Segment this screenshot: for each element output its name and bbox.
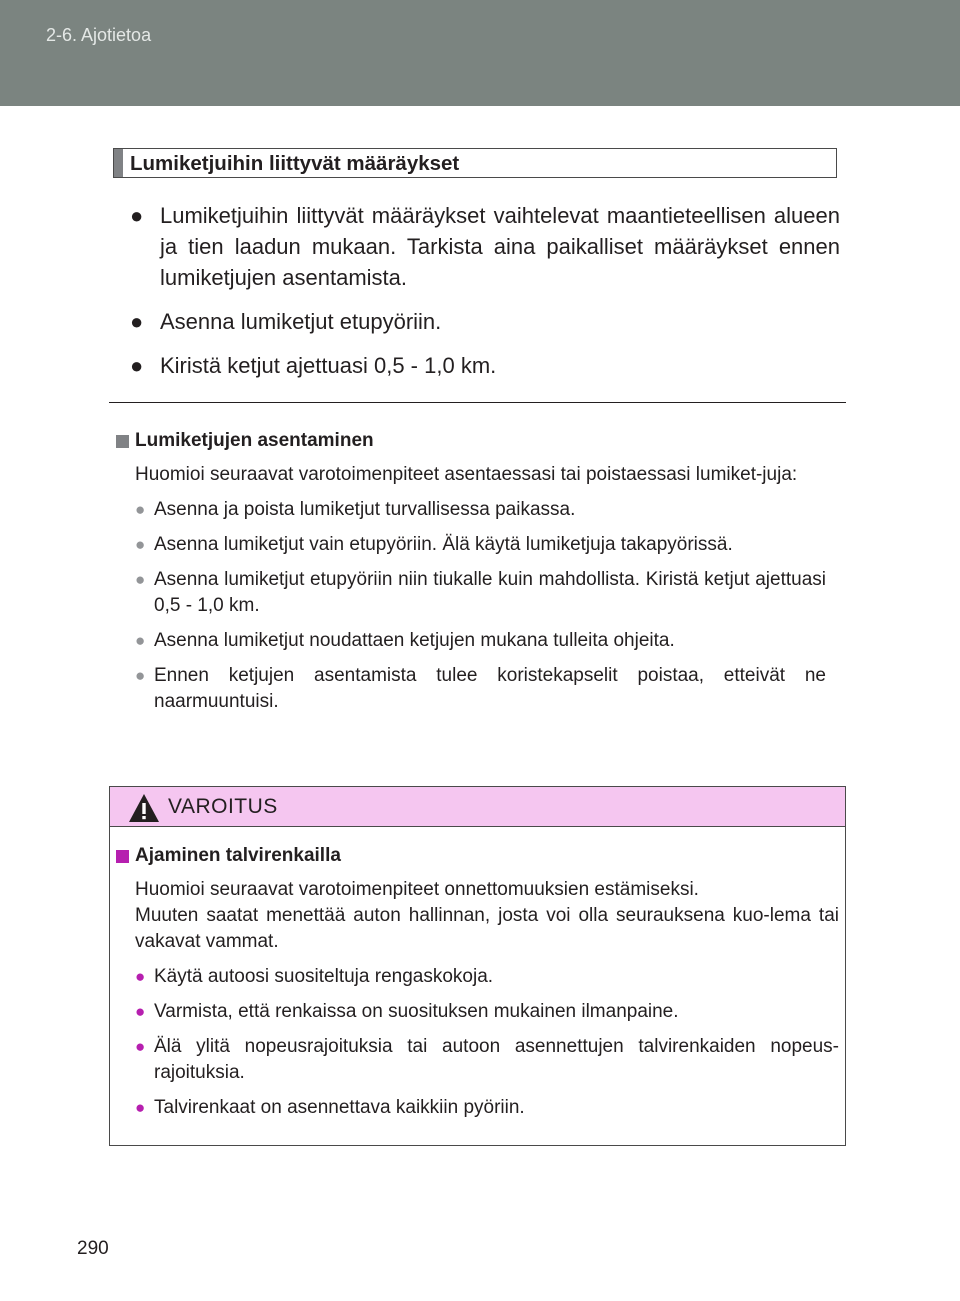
warning-triangle-icon: [128, 793, 160, 823]
warning-heading: Ajaminen talvirenkailla: [116, 843, 839, 869]
round-bullet-icon: ●: [135, 535, 146, 554]
warning-header: [110, 787, 845, 827]
round-bullet-icon: ●: [130, 309, 144, 334]
round-bullet-icon: ●: [135, 1002, 146, 1021]
page-header: [0, 0, 960, 106]
list-item: ● Varmista, että renkaissa on suosituksen mukainen ilmanpaine.: [135, 999, 839, 1025]
warning-intro: Huomioi seuraavat varotoimenpiteet onnettomuuksien estämiseksi. Muuten saatat menettää auton hallinnan, josta voi olla seurauksena kuo-lema tai vakavat vammat.: [135, 879, 839, 952]
square-marker-icon: [116, 850, 129, 863]
list-item: ● Asenna lumiketjut vain etupyöriin. Älä käytä lumiketjuja takapyörissä.: [135, 532, 826, 558]
installing-intro: Huomioi seuraavat varotoimenpiteet asentaessasi tai poistaessasi lumiket-juja:: [135, 464, 798, 485]
list-item: ● Talvirenkaat on asennettava kaikkiin pyöriin.: [135, 1095, 839, 1121]
round-bullet-icon: ●: [135, 1037, 146, 1056]
round-bullet-icon: ●: [135, 967, 146, 986]
warning-body: [116, 843, 839, 1121]
round-bullet-icon: ●: [130, 203, 144, 228]
list-item: ● Kiristä ketjut ajettuasi 0,5 - 1,0 km.: [130, 350, 840, 381]
installing-heading: Lumiketjujen asentaminen: [116, 428, 826, 454]
round-bullet-icon: ●: [135, 1098, 146, 1117]
section-label: 2-6. Ajotietoa: [46, 25, 152, 45]
list-item: ● Asenna lumiketjut etupyöriin niin tiukalle kuin mahdollista. Kiristä ketjut ajettuasi 0,5 - 1,0 km.: [135, 569, 826, 616]
round-bullet-icon: ●: [135, 570, 146, 589]
installing-section: [116, 428, 826, 715]
round-bullet-icon: ●: [135, 631, 146, 650]
list-item: ● Käytä autoosi suositeltuja rengaskokoja.: [135, 964, 839, 990]
list-item: ● Asenna ja poista lumiketjut turvallisessa paikassa.: [135, 497, 826, 523]
warning-box: [109, 786, 846, 1146]
list-item: ● Ennen ketjujen asentamista tulee koristekapselit poistaa, etteivät ne naarmuuntuisi.: [135, 665, 826, 712]
warning-title: VAROITUS: [168, 795, 278, 818]
round-bullet-icon: ●: [135, 666, 146, 685]
page-number: 290: [77, 1238, 109, 1259]
rules-title: Lumiketjuihin liittyvät määräykset: [130, 152, 460, 175]
section-divider: [109, 402, 846, 403]
list-item: ● Lumiketjuihin liittyvät määräykset vaihtelevat maantieteellisen alueen ja tien laadun mukaan. Tarkista aina paikalliset määräykset ennen lumiketjujen asentamista.: [130, 200, 840, 293]
rules-list: [130, 200, 840, 381]
title-bar-marker: [114, 149, 123, 177]
list-item: ● Älä ylitä nopeusrajoituksia tai autoon asennettujen talvirenkaiden nopeus-rajoituksia.: [135, 1036, 839, 1083]
round-bullet-icon: ●: [130, 353, 144, 378]
rules-title-box: [113, 148, 837, 178]
square-marker-icon: [116, 435, 129, 448]
round-bullet-icon: ●: [135, 500, 146, 519]
list-item: ● Asenna lumiketjut etupyöriin.: [130, 306, 840, 337]
list-item: ● Asenna lumiketjut noudattaen ketjujen mukana tulleita ohjeita.: [135, 628, 826, 654]
